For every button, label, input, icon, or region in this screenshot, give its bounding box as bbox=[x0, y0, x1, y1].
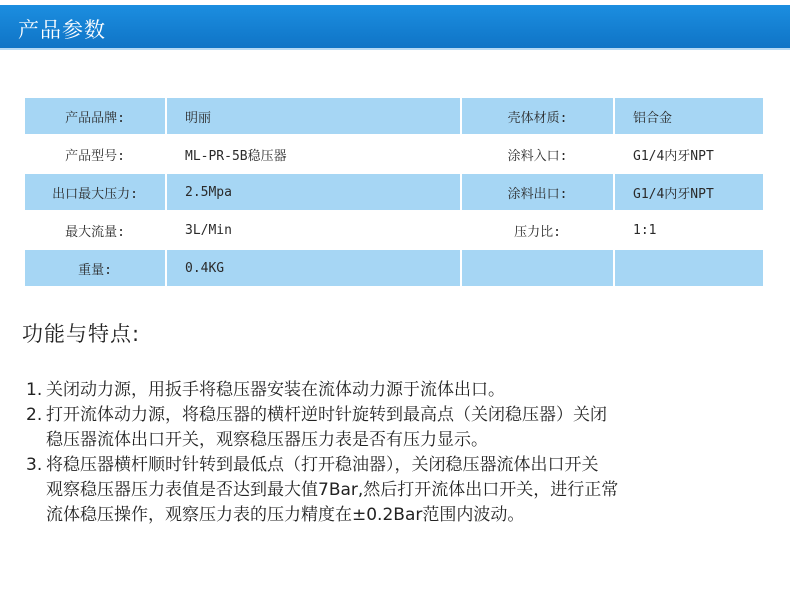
param-value: 铝合金 bbox=[614, 97, 764, 135]
param-value: 3L/Min bbox=[166, 211, 461, 249]
params-table bbox=[23, 96, 765, 288]
param-value: 1:1 bbox=[614, 211, 764, 249]
param-label: 最大流量: bbox=[24, 211, 166, 249]
step-text: 将稳压器横杆顺时针转到最低点（打开稳油器），关闭稳压器流体出口开关 观察稳压器压力表值是否达到最大值7Bar,然后打开流体出口开关，进行正常 流体稳压操作，观察压力表的压力精度在±0.2Bar范围内波动。 bbox=[46, 455, 619, 525]
param-label: 产品品牌: bbox=[24, 97, 166, 135]
params-row bbox=[24, 173, 764, 211]
params-row bbox=[24, 135, 764, 173]
param-label: 压力比: bbox=[461, 211, 614, 249]
step-text: 关闭动力源，用扳手将稳压器安装在流体动力源于流体出口。 bbox=[46, 380, 505, 400]
param-value: 明丽 bbox=[166, 97, 461, 135]
param-label: 涂料入口: bbox=[461, 135, 614, 173]
param-label: 壳体材质: bbox=[461, 97, 614, 135]
param-value: ML-PR-5B稳压器 bbox=[166, 135, 461, 173]
params-row bbox=[24, 249, 764, 287]
features-title: 功能与特点: bbox=[22, 322, 141, 346]
param-value bbox=[614, 249, 764, 287]
param-label bbox=[461, 249, 614, 287]
step-text: 打开流体动力源，将稳压器的横杆逆时针旋转到最高点（关闭稳压器）关闭 稳压器流体出口开关，观察稳压器压力表是否有压力显示。 bbox=[46, 405, 607, 450]
header-divider bbox=[0, 48, 790, 50]
params-row bbox=[24, 211, 764, 249]
step-number: 3. bbox=[26, 455, 43, 475]
step-number: 2. bbox=[26, 405, 43, 425]
features-list bbox=[26, 378, 786, 528]
step-number: 1. bbox=[26, 380, 43, 400]
param-label: 产品型号: bbox=[24, 135, 166, 173]
param-label: 出口最大压力: bbox=[24, 173, 166, 211]
param-value: 0.4KG bbox=[166, 249, 461, 287]
param-value: G1/4内牙NPT bbox=[614, 135, 764, 173]
params-row bbox=[24, 97, 764, 135]
feature-step bbox=[26, 378, 786, 403]
param-value: 2.5Mpa bbox=[166, 173, 461, 211]
param-label: 涂料出口: bbox=[461, 173, 614, 211]
param-value: G1/4内牙NPT bbox=[614, 173, 764, 211]
feature-step bbox=[26, 453, 786, 528]
header-banner bbox=[0, 5, 790, 48]
feature-step bbox=[26, 403, 786, 453]
param-label: 重量: bbox=[24, 249, 166, 287]
page-title: 产品参数 bbox=[18, 18, 106, 42]
